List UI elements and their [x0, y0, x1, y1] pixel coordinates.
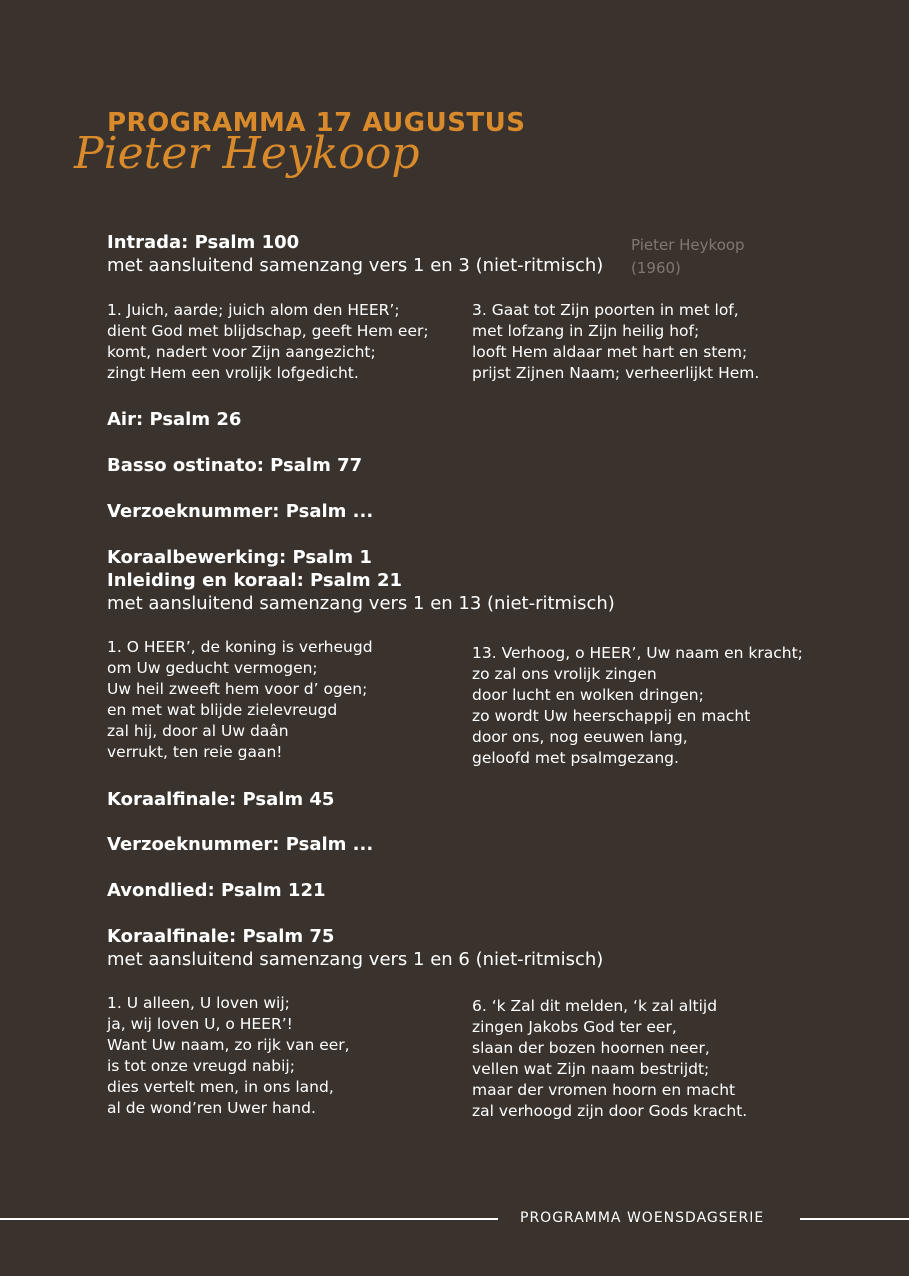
verse-line: dient God met blijdschap, geeft Hem eer; [107, 322, 429, 340]
verse-line: zal hij, door al Uw daân [107, 722, 289, 740]
verse-block-right [472, 300, 759, 384]
verse-line: Want Uw naam, zo rijk van eer, [107, 1036, 350, 1054]
verse-line: zingen Jakobs God ter eer, [472, 1018, 677, 1036]
verse-line: verrukt, ten reie gaan! [107, 743, 283, 761]
verse-line: 3. Gaat tot Zijn poorten in met lof, [472, 301, 739, 319]
footer-divider-right [800, 1218, 909, 1220]
verse-line: maar der vromen hoorn en macht [472, 1081, 736, 1099]
verse-line: en met wat blijde zielevreugd [107, 701, 338, 719]
verse-line: 1. U alleen, U loven wij; [107, 994, 290, 1012]
footer-divider-left [0, 1218, 498, 1220]
verse-line: 1. O HEER’, de koning is verheugd [107, 638, 373, 656]
verse-line: is tot onze vreugd nabij; [107, 1057, 295, 1075]
verse-line: Uw heil zweeft hem voor d’ ogen; [107, 680, 368, 698]
program-item-heading: Air: Psalm 26 [107, 409, 242, 430]
verse-line: prijst Zijnen Naam; verheerlijkt Hem. [472, 364, 760, 382]
verse-block-right [472, 996, 747, 1122]
composer-name: Pieter Heykoop [631, 236, 745, 254]
program-item-heading: Koraalfinale: Psalm 75 [107, 926, 335, 947]
page-title: PROGRAMMA 17 AUGUSTUS [107, 108, 526, 138]
composer-year: (1960) [631, 259, 681, 277]
organist-signature: Pieter Heykoop [74, 128, 420, 179]
verse-line: al de wond’ren Uwer hand. [107, 1099, 316, 1117]
verse-line: geloofd met psalmgezang. [472, 749, 679, 767]
program-item-heading: Koraalfinale: Psalm 45 [107, 789, 335, 810]
verse-block-left [107, 993, 350, 1119]
program-item-subheading: met aansluitend samenzang vers 1 en 13 (niet-ritmisch) [107, 593, 615, 614]
verse-block-left [107, 637, 373, 763]
verse-block-right [472, 643, 803, 769]
verse-line: komt, nadert voor Zijn aangezicht; [107, 343, 376, 361]
verse-line: looft Hem aldaar met hart en stem; [472, 343, 748, 361]
verse-line: vellen wat Zijn naam bestrijdt; [472, 1060, 710, 1078]
program-item-heading: Basso ostinato: Psalm 77 [107, 455, 363, 476]
verse-block-left [107, 300, 429, 384]
verse-line: dies vertelt men, in ons land, [107, 1078, 334, 1096]
verse-line: 1. Juich, aarde; juich alom den HEER’; [107, 301, 400, 319]
program-item-subheading: met aansluitend samenzang vers 1 en 3 (niet-ritmisch) [107, 255, 604, 276]
verse-line: met lofzang in Zijn heilig hof; [472, 322, 700, 340]
verse-line: slaan der bozen hoornen neer, [472, 1039, 710, 1057]
program-item-subheading: met aansluitend samenzang vers 1 en 6 (niet-ritmisch) [107, 949, 604, 970]
verse-line: zal verhoogd zijn door Gods kracht. [472, 1102, 748, 1120]
verse-line: ja, wij loven U, o HEER’! [107, 1015, 293, 1033]
program-item-heading: Verzoeknummer: Psalm ... [107, 834, 374, 855]
program-item-heading: Verzoeknummer: Psalm ... [107, 501, 374, 522]
program-item-heading: Intrada: Psalm 100 [107, 232, 300, 253]
program-item-heading: Koraalbewerking: Psalm 1 [107, 547, 372, 568]
verse-line: zingt Hem een vrolijk lofgedicht. [107, 364, 359, 382]
program-item-heading: Avondlied: Psalm 121 [107, 880, 326, 901]
program-item-heading: Inleiding en koraal: Psalm 21 [107, 570, 403, 591]
verse-line: 13. Verhoog, o HEER’, Uw naam en kracht; [472, 644, 803, 662]
verse-line: door ons, nog eeuwen lang, [472, 728, 688, 746]
verse-line: 6. ‘k Zal dit melden, ‘k zal altijd [472, 997, 718, 1015]
verse-line: zo wordt Uw heerschappij en macht [472, 707, 751, 725]
composer-credit [631, 234, 745, 280]
footer-label: PROGRAMMA WOENSDAGSERIE [520, 1210, 765, 1226]
verse-line: door lucht en wolken dringen; [472, 686, 704, 704]
verse-line: om Uw geducht vermogen; [107, 659, 318, 677]
verse-line: zo zal ons vrolijk zingen [472, 665, 657, 683]
